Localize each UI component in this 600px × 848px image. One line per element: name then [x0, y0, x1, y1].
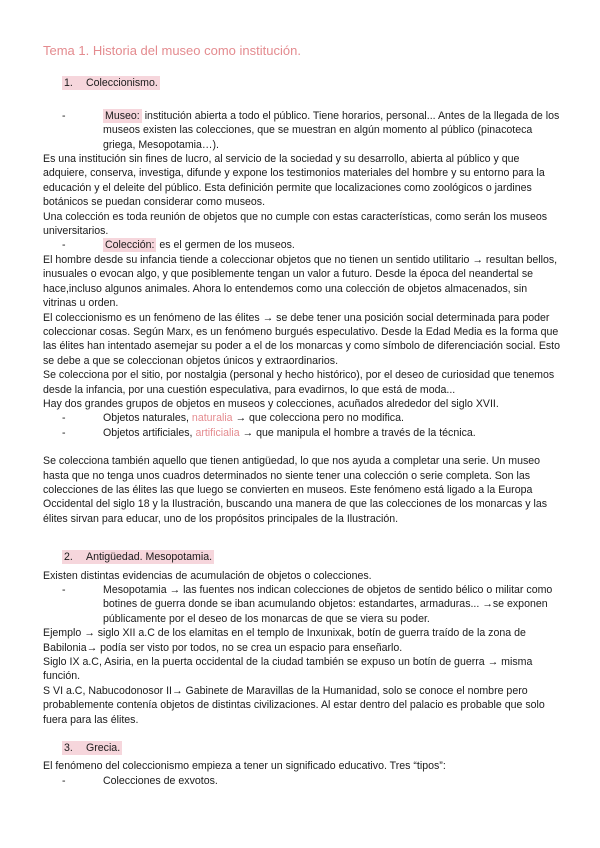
- document-page: [43, 38, 563, 788]
- paragraph: El fenómeno del coleccionismo empieza a tener un significado educativo. Tres “tipos”:: [43, 760, 446, 773]
- bullet-exvotos: - Colecciones de exvotos.: [62, 774, 218, 787]
- paragraph: El coleccionismo es un fenómeno de las élites → se debe tener una posición social determinada para poder coleccionar cosas. Según Marx, es un fenómeno burgués especulativo. Desde la Edad Media es la forma que las élites han intentado asemejar su poder a el de los monarcas y como símbolo de diferenciación social. Esto se debe a que se coleccionan objetos únicos y extraordinarios.: [43, 311, 561, 367]
- paragraph: Una colección es toda reunión de objetos que no cumple con estas características, como serán los museos universitarios.: [43, 210, 548, 238]
- term-museo: Museo:: [105, 109, 140, 122]
- document-title: Tema 1. Historia del museo como institución.: [43, 43, 301, 58]
- paragraph: Se colecciona por el sitio, por nostalgia (personal y hecho histórico), por el deseo de curiosidad que tenemos desde la infancia, por una cuestión especulativa, para evadirnos, lo que está de moda...: [43, 369, 555, 396]
- term-naturalia: naturalia: [191, 412, 233, 425]
- bullet-coleccion: - Colección: es el germen de los museos.: [62, 239, 295, 252]
- paragraph: El hombre desde su infancia tiende a coleccionar objetos que no tienen un sentido utilitario → resultan bellos, inusuales o evocan algo, y que posiblemente tengan un valor a futuro. Desde la época del neandertal se hace,incluso algunos animales. Ahora lo entendemos como una colección de objetos almacenados, sin vitrinas u orden.: [43, 253, 558, 310]
- paragraph: Existen distintas evidencias de acumulación de objetos o colecciones.: [43, 569, 372, 582]
- section-heading-1: 1. Coleccionismo.: [64, 77, 158, 90]
- term-coleccion: Colección:: [105, 239, 155, 252]
- paragraph: Ejemplo → siglo XII a.C de los elamitas en el templo de Inxunixak, botín de guerra traído de la zona de Babilonia→ podía ser visto por todos, no se crea un espacio para enseñarlo.: [43, 627, 526, 654]
- paragraph: Se colecciona también aquello que tienen antigüedad, lo que nos ayuda a completar una serie. Un museo hasta que no tenga unos cuadros determinados no siente tener una colección o serie completa. Son las colecciones de las élites las que luego se convierten en museos. Este fenómeno está ligado a la Europa Occidental del siglo 18 y la Ilustración, buscando una manera de que las colecciones de los monarcas y las élites sirvan para educar, uno de los propósitos principales de la Ilustración.: [43, 455, 548, 525]
- term-artificialia: artificialia: [195, 426, 240, 439]
- section-heading-2: 2. Antigüedad. Mesopotamia.: [64, 551, 213, 564]
- section-heading-3: 3. Grecia.: [64, 742, 121, 755]
- bullet-naturales: - Objetos naturales, naturalia → que colecciona pero no modifica.: [62, 412, 404, 425]
- bullet-mesopotamia: - Mesopotamia → las fuentes nos indican colecciones de objetos de sentido bélico o militar como botines de guerra donde se iban acumulando objetos: estandartes, armaduras... →se exponen públicamente por el deseo de los monarcas de que se viera su poder.: [62, 584, 553, 625]
- paragraph: Hay dos grandes grupos de objetos en museos y colecciones, acuñados alrededor del siglo XVII.: [43, 397, 499, 410]
- paragraph: Es una institución sin fines de lucro, al servicio de la sociedad y su desarrollo, abierta al público y que adquiere, conserva, investiga, difunde y expone los testimonios materiales del hombre y su entorno para la educación y el deleite del público. Esta definición permite que localizaciones como zoológicos o jardines botánicos se puedan considerar como museos.: [43, 153, 545, 209]
- paragraph: Siglo IX a.C, Asiria, en la puerta occidental de la ciudad también se expuso un botín de guerra → misma función.: [43, 656, 533, 683]
- bullet-museo: - Museo: institución abierta a todo el público. Tiene horarios, personal... Antes de la llegada de los museos existen las colecciones, que se muestran en algún momento al público (pinacoteca griega, Mesopotamia…).: [62, 109, 560, 151]
- bullet-artificiales: - Objetos artificiales, artificialia → que manipula el hombre a través de la técnica.: [62, 426, 476, 439]
- paragraph: S VI a.C, Nabucodonosor II→ Gabinete de Maravillas de la Humanidad, solo se conoce el nombre pero probablemente contenía objetos de distintas civilizaciones. Al estar dentro del palacio es probable que solo fuera para las élites.: [43, 684, 545, 726]
